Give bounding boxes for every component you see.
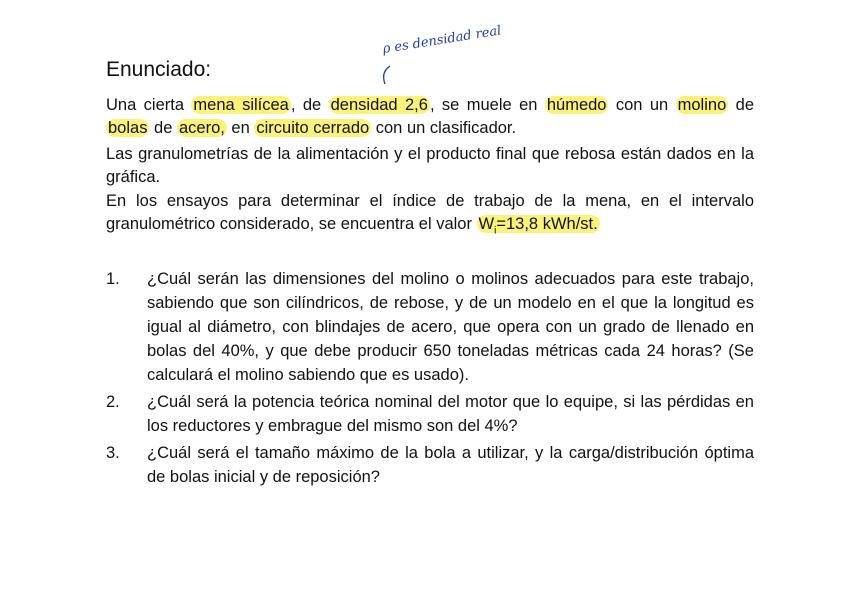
paragraph-granulometry: Las granulometrías de la alimentación y el producto final que rebosa están dados en la gráfica. (106, 145, 754, 186)
wi-value: =13,8 kWh/st. (496, 215, 598, 233)
paragraph-statement (106, 94, 754, 140)
item-text: ¿Cuál será la potencia teórica nominal del motor que lo equipe, si las pérdidas en los reductores y embrague del mismo son del 4%? (147, 393, 754, 435)
section-heading: Enunciado: (106, 58, 212, 81)
handwritten-arrow (380, 64, 394, 86)
highlight-circuito: circuito cerrado (256, 119, 370, 137)
highlight-work-index (477, 215, 600, 237)
text-segment: con un clasificador. (371, 119, 517, 137)
highlight-molino: molino (677, 96, 727, 114)
list-item (106, 267, 754, 387)
wi-symbol: W (478, 215, 495, 233)
text-segment: , de (290, 96, 329, 114)
highlight-humedo: húmedo (546, 96, 607, 114)
text-segment: de (149, 119, 177, 137)
text-segment: Una cierta (106, 96, 192, 114)
text-segment: con un (608, 96, 676, 114)
item-text: ¿Cuál serán las dimensiones del molino o molinos adecuados para este trabajo, sabiendo que son cilíndricos, de rebose, y de un modelo en el que la longitud es igual al diámetro, con blindajes de acero, que opera con un grado de llenado en bolas del 40%, y que debe producir 650 toneladas métricas cada 24 horas? (Se calculará el molino sabiendo que es usado). (147, 270, 754, 384)
highlight-bolas: bolas (108, 119, 148, 137)
item-number: 2. (106, 393, 120, 411)
list-item (106, 441, 754, 489)
item-number: 3. (106, 444, 120, 462)
text-segment: en (226, 119, 255, 137)
handwritten-note: ρ es densidad real (381, 23, 503, 57)
text-segment: de (728, 96, 755, 114)
highlight-densidad: densidad 2,6 (330, 96, 428, 114)
questions-list (106, 267, 754, 492)
list-item (106, 390, 754, 438)
highlight-mena: mena silícea (193, 96, 289, 114)
text-segment: , se muele en (429, 96, 545, 114)
text-segment: En los ensayos para determinar el índice de trabajo de la mena, en el intervalo granulométrico considerado, se encuentra el valor (106, 192, 754, 233)
paragraph-work-index (106, 190, 754, 236)
wi-subscript: i (494, 225, 497, 237)
item-number: 1. (106, 270, 120, 288)
item-text: ¿Cuál será el tamaño máximo de la bola a utilizar, y la carga/distribución óptima de bolas inicial y de reposición? (147, 444, 754, 486)
highlight-acero: acero, (178, 119, 225, 137)
